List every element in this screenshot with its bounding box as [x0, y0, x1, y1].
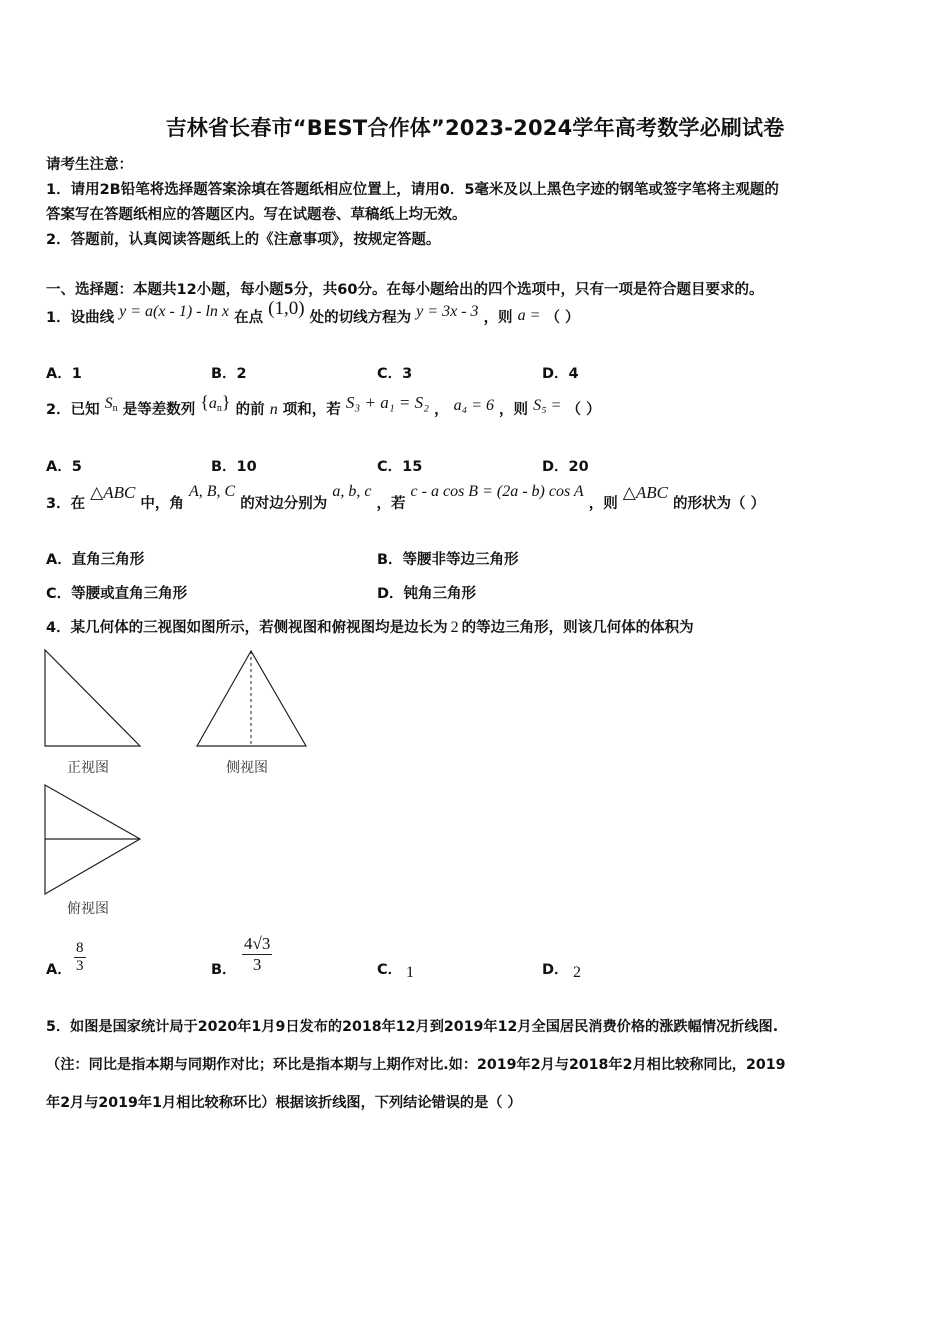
- q4-text-1: 4．某几何体的三视图如图所示，若侧视图和俯视图均是边长为: [46, 620, 448, 636]
- q4-option-a-numerator: 8: [76, 940, 84, 956]
- q2-text-4: 项和，若: [282, 402, 341, 418]
- front-view-caption: 正视图: [67, 760, 109, 776]
- q2-text-3: 的前: [235, 402, 265, 418]
- notice-line-1a: 1．请用2B铅笔将选择题答案涂填在答题纸相应位置上，请用0．5毫米及以上黑色字迹的钢笔或签字笔将主观题的: [46, 182, 779, 198]
- q2-formula-an: $\{a_n\}$: [200, 392, 231, 414]
- page-title: 吉林省长春市“BEST合作体”2023-2024学年高考数学必刷试卷: [165, 116, 785, 140]
- q4-option-b-numerator: 4√3: [244, 934, 271, 953]
- q2-text-6: ，则: [499, 402, 529, 418]
- q4-option-d-label: D．: [542, 962, 569, 978]
- q3-option-b: B．等腰非等边三角形: [377, 552, 519, 568]
- q3-text-1: 3．在: [46, 496, 86, 512]
- q3-option-c: C．等腰或直角三角形: [46, 586, 188, 602]
- question-1: [46, 298, 580, 328]
- q4-option-d-value: 2: [573, 964, 581, 981]
- q3-formula-angles: A, B, C: [188, 483, 236, 500]
- q3-formula-triangle-2: △ABC: [622, 483, 668, 502]
- q2-option-d: D．20: [542, 459, 589, 475]
- q2-formula-n: n: [269, 401, 278, 418]
- question-4: [46, 616, 694, 637]
- q4-option-c-value: 1: [406, 964, 414, 981]
- front-view-triangle: [45, 650, 140, 746]
- question-2: [46, 392, 601, 420]
- q2-sn-base: S: [104, 395, 113, 412]
- q2-formula-a4: a₄ = 6: [453, 397, 494, 414]
- q2-text-7: （ ）: [566, 402, 601, 418]
- q1-formula-tangent: y = 3x - 3: [416, 303, 479, 320]
- q2-option-c: C．15: [377, 459, 423, 475]
- notice-line-2: 2．答题前，认真阅读答题纸上的《注意事项》，按规定答题。: [46, 232, 441, 248]
- q1-text-1: 1．设曲线: [46, 310, 115, 326]
- top-view-figure: [40, 782, 150, 900]
- q3-text-3: 的对边分别为: [240, 496, 328, 512]
- q2-text-1: 2．已知: [46, 402, 100, 418]
- notice-line-1b: 答案写在答题纸相应的答题区内。写在试题卷、草稿纸上均无效。: [46, 207, 467, 223]
- question-3: [46, 483, 766, 513]
- q3-option-d: D．钝角三角形: [377, 586, 477, 602]
- top-view-caption: 俯视图: [67, 901, 109, 917]
- q1-option-c: C．3: [377, 366, 413, 382]
- q3-text-2: 中，角: [140, 496, 184, 512]
- q3-formula-sides: a, b, c: [332, 483, 372, 500]
- q2-sn-sub: n: [112, 403, 118, 414]
- side-view-caption: 侧视图: [226, 760, 268, 776]
- q2-formula-sn: [105, 395, 118, 412]
- front-view-figure: [40, 648, 150, 752]
- section-heading: 一、选择题：本题共12小题，每小题5分，共60分。在每小题给出的四个选项中，只有一项是符合题目要求的。: [46, 282, 764, 298]
- q3-text-5: ，则: [588, 496, 618, 512]
- q1-formula-a: a =: [517, 307, 541, 324]
- q1-formula-point: (1,0): [268, 298, 305, 319]
- notice-heading: 请考生注意：: [46, 157, 133, 173]
- q1-option-b: B．2: [211, 366, 247, 382]
- q2-option-b: B．10: [211, 459, 257, 475]
- side-view-figure: [192, 648, 312, 752]
- q4-option-b-label: B．: [211, 962, 237, 978]
- q2-option-a: A．5: [46, 459, 82, 475]
- q1-formula-curve: y = a(x - 1) - ln x: [119, 303, 230, 320]
- q3-text-4: ，若: [376, 496, 406, 512]
- q3-formula-triangle: △ABC: [90, 483, 136, 502]
- q3-text-6: 的形状为（ ）: [673, 496, 766, 512]
- q3-formula-condition: c - a cos B = (2a - b) cos A: [410, 483, 584, 500]
- question-5-line-1: 5．如图是国家统计局于2020年1月9日发布的2018年12月到2019年12月全国居民消费价格的涨跌幅情况折线图.: [46, 1019, 779, 1035]
- q4-formula-two: 2: [450, 619, 459, 636]
- q2-an-base: a: [208, 395, 217, 412]
- q1-option-d: D．4: [542, 366, 579, 382]
- q2-text-5: ，: [434, 402, 449, 418]
- q2-text-2: 是等差数列: [122, 402, 196, 418]
- q4-option-a-label: A．: [46, 962, 72, 978]
- q1-text-4: ，则: [483, 310, 513, 326]
- q4-option-c-label: C．: [377, 962, 403, 978]
- q2-formula-s5: S₅ =: [533, 397, 562, 414]
- q2-formula-condition: S₃ + a₁ = S₂: [345, 393, 429, 412]
- q2-an-sub: n: [216, 403, 222, 414]
- q4-option-b-fraction: [242, 934, 272, 975]
- q4-option-a-fraction: [74, 940, 86, 975]
- q1-text-3: 处的切线方程为: [309, 310, 412, 326]
- q1-option-a: A．1: [46, 366, 82, 382]
- question-5-line-2: （注：同比是指本期与同期作对比；环比是指本期与上期作对比.如：2019年2月与2018年2月相比较称同比，2019: [46, 1057, 786, 1073]
- q4-option-b-denominator: 3: [252, 955, 262, 974]
- q3-option-a: A．直角三角形: [46, 552, 145, 568]
- q1-text-5: （ ）: [545, 310, 580, 326]
- q4-text-2: 的等边三角形，则该几何体的体积为: [461, 620, 694, 636]
- q4-option-a-denominator: 3: [76, 958, 84, 974]
- q1-text-2: 在点: [234, 310, 264, 326]
- question-5-line-3: 年2月与2019年1月相比较称环比）根据该折线图，下列结论错误的是（ ）: [46, 1095, 522, 1111]
